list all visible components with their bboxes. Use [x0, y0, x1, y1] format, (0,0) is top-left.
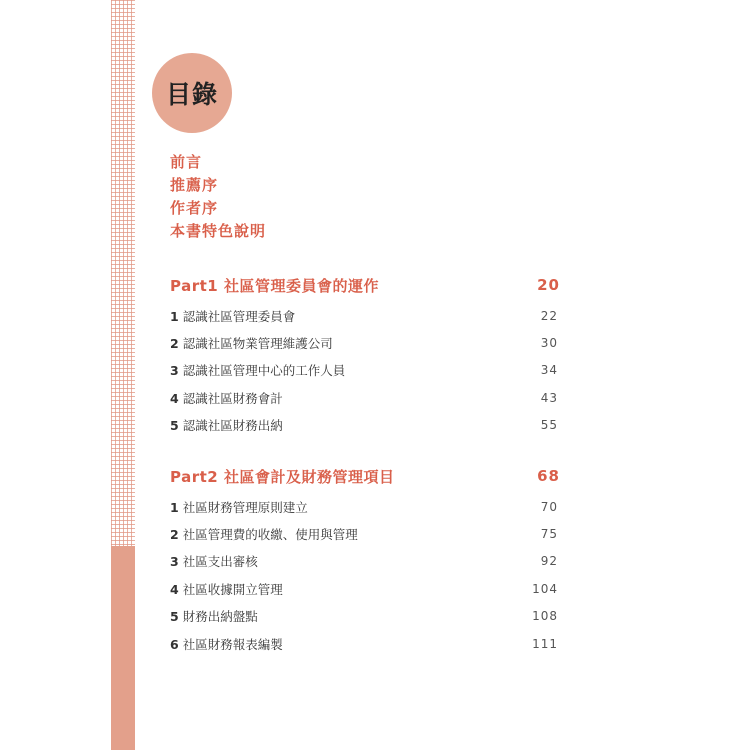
front-matter-item-preface[interactable]: 前言	[170, 153, 203, 171]
chapter-title: 認識社區管理委員會	[182, 308, 296, 324]
chapter-row[interactable]	[170, 357, 560, 384]
part-page-number: 68	[537, 467, 560, 485]
chapter-row[interactable]	[170, 575, 560, 602]
part-header[interactable]	[170, 274, 560, 296]
chapter-number: 2	[170, 336, 179, 352]
part-page-number: 20	[537, 276, 560, 294]
chapter-page-number: 75	[540, 527, 558, 542]
chapter-title: 社區收據開立管理	[182, 581, 283, 597]
chapter-title: 認識社區管理中心的工作人員	[182, 363, 346, 379]
chapter-title: 社區財務管理原則建立	[182, 499, 308, 515]
chapter-row[interactable]	[170, 520, 560, 547]
page-title: 目錄	[165, 80, 218, 109]
chapter-row[interactable]	[170, 548, 560, 575]
decorative-grid-stripe	[111, 0, 135, 546]
chapter-page-number: 92	[540, 554, 558, 569]
chapter-title: 社區支出審核	[182, 554, 258, 570]
title-badge	[152, 53, 232, 133]
front-matter-item-recommendation[interactable]: 推薦序	[170, 176, 219, 194]
decorative-solid-stripe	[111, 546, 135, 750]
chapter-row[interactable]	[170, 329, 560, 356]
chapter-title: 社區管理費的收繳、使用與管理	[182, 527, 358, 543]
chapter-row[interactable]	[170, 412, 560, 439]
part-2-section	[170, 465, 560, 657]
chapter-page-number: 30	[540, 336, 558, 351]
chapter-title: 認識社區財務出納	[182, 418, 283, 434]
front-matter-list	[170, 151, 266, 243]
chapter-number: 3	[170, 554, 179, 570]
chapter-page-number: 108	[532, 609, 558, 624]
part-header[interactable]	[170, 465, 560, 487]
chapter-page-number: 34	[540, 363, 558, 378]
chapter-number: 4	[170, 581, 179, 597]
chapter-row[interactable]	[170, 302, 560, 329]
chapter-page-number: 55	[540, 418, 558, 433]
chapter-page-number: 111	[532, 636, 558, 651]
chapter-number: 1	[170, 308, 179, 324]
chapter-page-number: 43	[540, 390, 558, 405]
chapter-row[interactable]	[170, 384, 560, 411]
chapter-row[interactable]	[170, 630, 560, 657]
chapter-title: 財務出納盤點	[182, 609, 258, 625]
part-title: Part2 社區會計及財務管理項目	[170, 467, 395, 486]
chapter-row[interactable]	[170, 493, 560, 520]
chapter-number: 2	[170, 527, 179, 543]
chapter-number: 4	[170, 390, 179, 406]
chapter-title: 認識社區財務會計	[182, 390, 283, 406]
chapter-number: 1	[170, 499, 179, 515]
chapter-number: 5	[170, 418, 179, 434]
chapter-number: 6	[170, 636, 179, 652]
part-1-section	[170, 274, 560, 439]
chapter-page-number: 22	[540, 308, 558, 323]
chapter-row[interactable]	[170, 603, 560, 630]
front-matter-item-author-preface[interactable]: 作者序	[170, 199, 219, 217]
part-title: Part1 社區管理委員會的運作	[170, 276, 379, 295]
chapter-page-number: 104	[532, 581, 558, 596]
chapter-number: 5	[170, 609, 179, 625]
chapter-title: 認識社區物業管理維護公司	[182, 336, 333, 352]
chapter-title: 社區財務報表編製	[182, 636, 283, 652]
front-matter-item-book-features[interactable]: 本書特色說明	[170, 222, 267, 240]
chapter-page-number: 70	[540, 499, 558, 514]
chapter-number: 3	[170, 363, 179, 379]
